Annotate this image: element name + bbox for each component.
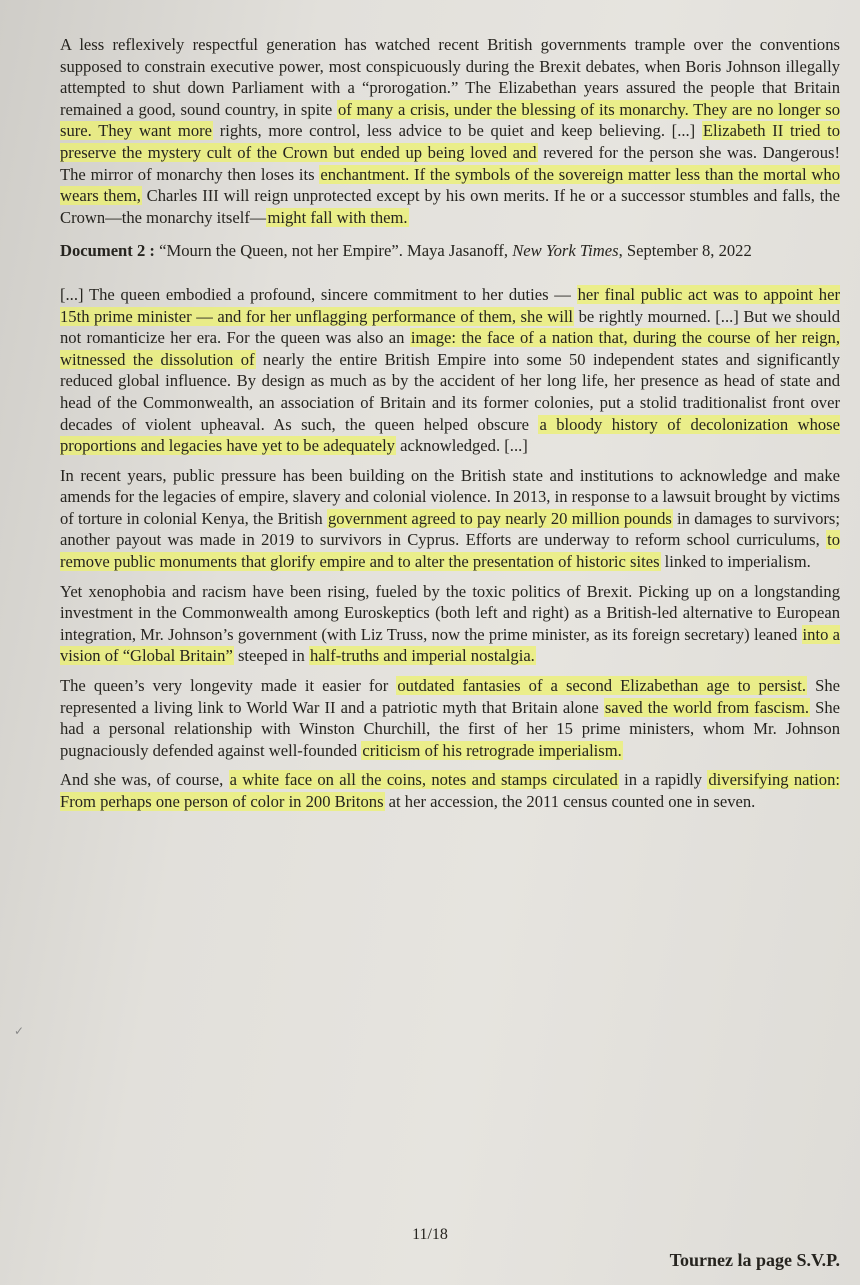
text-segment: Yet xenophobia and racism have been rising, fueled by the toxic politics of Brexit. Picking up on a longstanding investment in the Commonwealth among Euroskeptics (both left and right) as a British-led alternative to European integration, Mr. Johnson’s government (with Liz Truss, now the prime minister, as its foreign secretary) leaned bbox=[60, 581, 840, 644]
text-segment: linked to imperialism. bbox=[660, 552, 811, 572]
highlighted-text: diversifying nation: From perhaps one person of color in 200 Britons bbox=[60, 770, 840, 811]
paragraph-5 bbox=[60, 675, 840, 761]
text-segment: She had a personal relationship with Winston Churchill, the first of her 15 prime ministers, whom Mr. Johnson pugnaciously defended against well-founded bbox=[60, 697, 841, 760]
highlighted-text: of many a crisis, under the blessing of its monarchy. They are no longer so sure. They want more bbox=[60, 99, 841, 141]
highlighted-text: might fall with them. bbox=[267, 207, 408, 227]
text-segment: [...] The queen embodied a profound, sincere commitment to her duties — bbox=[60, 284, 577, 304]
paragraph-1 bbox=[60, 34, 840, 228]
page-number: 11/18 bbox=[412, 1226, 448, 1243]
text-segment: And she was, of course, bbox=[60, 770, 229, 790]
highlighted-text: government agreed to pay nearly 20 million pounds bbox=[327, 508, 672, 528]
turn-page-footer: Tournez la page S.V.P. bbox=[669, 1250, 840, 1270]
paragraph-3 bbox=[60, 465, 840, 573]
document-2-heading bbox=[60, 240, 840, 262]
text-segment: The queen’s very longevity made it easier for bbox=[60, 676, 397, 696]
highlighted-text: a white face on all the coins, notes and stamps circulated bbox=[229, 770, 618, 790]
text-segment: revered for the person she was. Dangerous! The mirror of monarchy then loses its bbox=[60, 142, 840, 184]
text-segment: In recent years, public pressure has been building on the British state and institutions to acknowledge and make amends for the legacies of empire, slavery and colonial violence. In 2013, in response to a lawsuit brought by victims of torture in colonial Kenya, the British bbox=[60, 465, 840, 528]
highlighted-text: image: the face of a nation that, during the course of her reign, witnessed the dissolution of bbox=[60, 328, 840, 369]
highlighted-text: Elizabeth II tried to preserve the mystery cult of the Crown but ended up being loved and bbox=[60, 121, 840, 162]
text-segment: in damages to survivors; another payout was made in 2019 to survivors in Cyprus. Efforts are underway to reform school curriculums, bbox=[60, 508, 840, 550]
text-segment: in a rapidly bbox=[618, 770, 708, 790]
paragraph-2 bbox=[60, 284, 840, 457]
margin-tick-mark: ✓ bbox=[14, 1024, 25, 1038]
highlighted-text: outdated fantasies of a second Elizabethan age to persist. bbox=[397, 676, 807, 696]
document-label: Document 2 : bbox=[60, 241, 155, 261]
text-segment: steeped in bbox=[233, 646, 309, 666]
text-segment: be rightly mourned. [...] But we should not romanticize her era. For the queen was also an bbox=[60, 306, 840, 348]
document-date: , September 8, 2022 bbox=[618, 241, 752, 261]
paragraph-6 bbox=[60, 769, 840, 812]
highlighted-text: saved the world from fascism. bbox=[604, 697, 810, 717]
text-segment: acknowledged. [...] bbox=[395, 436, 528, 456]
highlighted-text: to remove public monuments that glorify empire and to alter the presentation of historic sites bbox=[60, 530, 840, 572]
highlighted-text: half-truths and imperial nostalgia. bbox=[309, 646, 535, 666]
text-segment: rights, more control, less advice to be quiet and keep believing. [...] bbox=[213, 121, 702, 141]
document-source: New York Times bbox=[512, 241, 619, 261]
text-segment: She represented a living link to World War II and a patriotic myth that Britain alone bbox=[60, 676, 840, 717]
text-segment: at her accession, the 2011 census counted one in seven. bbox=[384, 792, 756, 811]
document-title: “Mourn the Queen, not her Empire”. Maya Jasanoff, bbox=[154, 241, 513, 261]
text-segment: nearly the entire British Empire into some 50 independent states and significantly reduced global influence. By design as much as by the accident of her long life, her presence as head of state and head of the Commonwealth, an association of Britain and its former colonies, put a stolid traditionalist front over decades of violent upheaval. As such, the queen helped obscure bbox=[60, 349, 841, 434]
highlighted-text: a bloody history of decolonization whose proportions and legacies have yet to be adequately bbox=[60, 414, 840, 456]
text-segment: A less reflexively respectful generation has watched recent British governments trample over the conventions supposed to constrain executive power, most conspicuously during the Brexit debates, when Boris Johnson illegally attempted to shut down Parliament with a “prorogation.” The Elizabethan years assured the people that Britain remained a good, sound country, in spite bbox=[60, 35, 840, 119]
highlighted-text: enchantment. If the symbols of the sovereign matter less than the mortal who wears them, bbox=[60, 164, 840, 206]
highlighted-text: criticism of his retrograde imperialism. bbox=[362, 740, 622, 760]
highlighted-text: her final public act was to appoint her 15th prime minister — and for her unflagging performance of them, she will bbox=[60, 284, 840, 326]
document-content bbox=[60, 34, 840, 813]
paragraph-4 bbox=[60, 581, 840, 667]
highlighted-text: into a vision of “Global Britain” bbox=[60, 624, 841, 666]
text-segment: Charles III will reign unprotected except by his own merits. If he or a successor stumbles and falls, the Crown—the monarchy itself— bbox=[60, 186, 840, 227]
